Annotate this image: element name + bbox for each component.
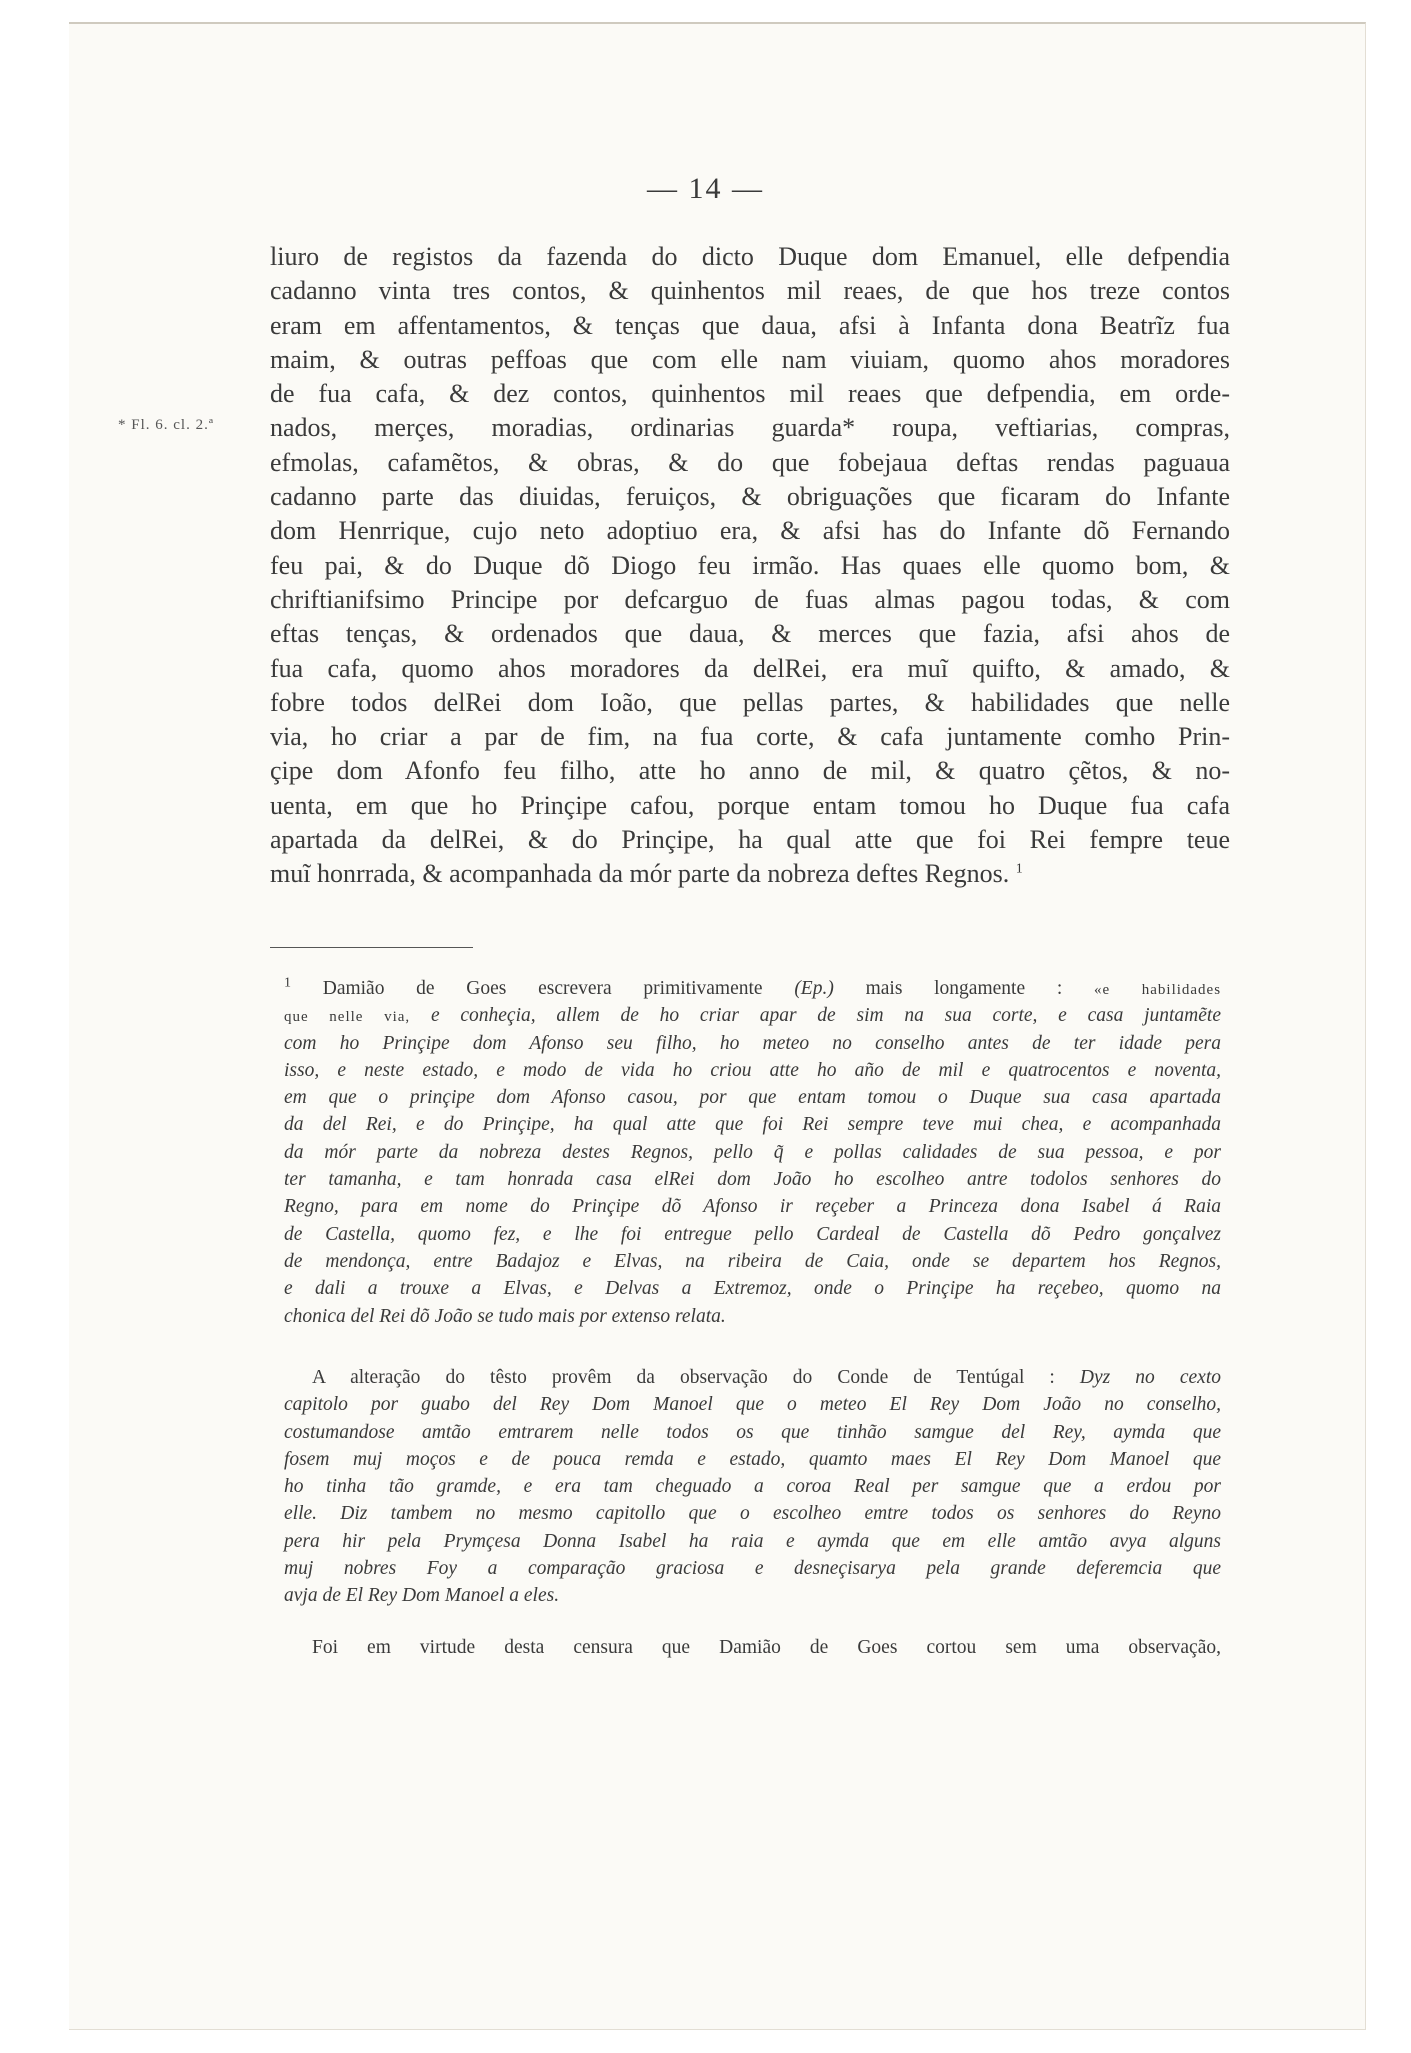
- footnote-para2-line: muj nobres Foy a comparação graciosa e desneçisarya pela grande deferemcia que: [284, 1558, 1221, 1580]
- main-text-line: eftas tenças, & ordenados que daua, & merces que fazia, afsi ahos de: [270, 619, 1230, 649]
- main-text-line: uenta, em que ho Prinçipe cafou, porque entam tomou ho Duque fua cafa: [270, 790, 1230, 820]
- footnote-quote-line: de mendonça, entre Badajoz e Elvas, na ribeira de Caia, onde se departem hos Regnos,: [284, 1250, 1221, 1272]
- footnote-quote-first: e conheçia, allem de ho criar apar de sim na sua corte, e casa juntamẽte: [430, 1005, 1221, 1027]
- footnote-paragraph-2: [284, 1364, 1221, 1610]
- footnote-para2-line: costumandose amtão emtrarem nelle todos os que tinhão samgue del Rey, aymda que: [284, 1421, 1221, 1443]
- footnote-para2-intro: A alteração do têsto provêm da observação do Conde de Tentúgal :: [312, 1367, 1055, 1388]
- footnote-quote-line: isso, e neste estado, e modo de vida ho criou atte ho año de mil e quatrocentos e noventa,: [284, 1059, 1221, 1081]
- main-text-line: via, ho criar a par de fim, na fua corte, & cafa juntamente comho Prin-: [270, 722, 1230, 752]
- footnote-quote: [284, 1030, 1221, 1330]
- footnote-reference: 1: [1015, 861, 1023, 877]
- footnote-para2-line: ho tinha tão gramde, e era tam cheguado a coroa Real per samgue que a erdou por: [284, 1476, 1221, 1498]
- footnote-quote-line: da del Rei, e do Prinçipe, ha qual atte que foi Rei sempre teve mui chea, e acompanhada: [284, 1114, 1221, 1136]
- footnote-intro-end: mais longamente :: [865, 978, 1063, 999]
- footnote-para2-line: capitolo por guabo del Rey Dom Manoel que o meteo El Rey Dom João no conselho,: [284, 1394, 1221, 1416]
- main-text-line: dom Henrrique, cujo neto adoptiuo era, & afsi has do Infante dõ Fernando: [270, 516, 1230, 546]
- footnote-marker: 1: [284, 975, 291, 991]
- main-text-line-content: muĩ honrrada, & acompanhada da mór parte da nobreza deftes Regnos.: [270, 859, 1010, 889]
- footnote-line: [284, 1002, 1221, 1029]
- footnote-quote-line: com ho Prinçipe dom Afonso seu filho, ho meteo no conselho antes de ter idade pera: [284, 1032, 1221, 1054]
- footnote-ep: (Ep.): [794, 978, 834, 999]
- footnote-paragraph-3: [284, 1634, 1221, 1661]
- footnote-quote-open: «e habilidades: [1093, 982, 1222, 998]
- main-text-line: fobre todos delRei dom Ioão, que pellas partes, & habilidades que nelle: [270, 687, 1230, 717]
- main-text-line: chriftianifsimo Principe por defcarguo de fuas almas pagou todas, & com: [270, 584, 1230, 614]
- footnote-para2-line: pera hir pela Prymçesa Donna Isabel ha raia e aymda que em elle amtão avya alguns: [284, 1530, 1221, 1552]
- main-text-line: cadanno vinta tres contos, & quinhentos mil reaes, de que hos treze contos: [270, 276, 1230, 306]
- main-text-line: eram em affentamentos, & tenças que daua, afsi à Infanta dona Beatrĩz fua: [270, 310, 1230, 340]
- footnote-block: [284, 975, 1221, 1330]
- footnote-quote-line: da mór parte da nobreza destes Regnos, pello q̃ e pollas calidades de sua pessoa, e por: [284, 1141, 1221, 1163]
- footnote-separator: [270, 947, 473, 948]
- footnote-line: [284, 1364, 1221, 1391]
- main-text: [270, 240, 1230, 892]
- footnote-quote-line: Regno, para em nome do Prinçipe dõ Afonso ir reçeber a Princeza dona Isabel á Raia: [284, 1196, 1221, 1218]
- main-text-line: apartada da delRei, & do Prinçipe, ha qual atte que foi Rei fempre teue: [270, 825, 1230, 855]
- main-text-line: [270, 857, 1230, 891]
- page-number: — 14 —: [647, 172, 764, 205]
- margin-note: * Fl. 6. cl. 2.ª: [118, 417, 214, 433]
- main-text-line: de fua cafa, & dez contos, quinhentos mil reaes que defpendia, em orde-: [270, 379, 1230, 409]
- footnote-quote-smallcaps: que nelle via,: [284, 1009, 411, 1026]
- main-text-line: efmolas, cafamẽtos, & obras, & do que fobejaua deftas rendas paguaua: [270, 447, 1230, 477]
- footnote-quote-line: ter tamanha, e tam honrada casa elRei dom João ho escolheo antre todolos senhores do: [284, 1169, 1221, 1191]
- footnote-quote-line: e dali a trouxe a Elvas, e Delvas a Extremoz, onde o Prinçipe ha reçebeo, quomo na: [284, 1278, 1221, 1300]
- footnote-line: [284, 975, 1221, 1002]
- footnote-line: Foi em virtude desta censura que Damião de Goes cortou sem uma observação,: [312, 1637, 1221, 1658]
- footnote-para2-line: elle. Diz tambem no mesmo capitollo que o escolheo emtre todos os senhores do Reyno: [284, 1503, 1221, 1525]
- footnote-quote-line: de Castella, quomo fez, e lhe foi entregue pello Cardeal de Castella dõ Pedro gonçalvez: [284, 1223, 1221, 1245]
- footnote-para2-italic: Dyz no cexto: [1079, 1367, 1221, 1388]
- footnote-para2-line: avja de El Rey Dom Manoel a eles.: [284, 1585, 560, 1607]
- main-text-line: cadanno parte das diuidas, feruiços, & obriguações que ficaram do Infante: [270, 482, 1230, 512]
- footnote-para2-line: fosem muj moços e de pouca remda e estado, quamto maes El Rey Dom Manoel que: [284, 1448, 1221, 1470]
- footnote-para2-quote: [284, 1391, 1221, 1609]
- main-text-line: nados, merçes, moradias, ordinarias guarda* roupa, veftiarias, compras,: [270, 413, 1230, 443]
- footnote-quote-line: chonica del Rei dõ João se tudo mais por extenso relata.: [284, 1305, 726, 1327]
- main-text-line: feu pai, & do Duque dõ Diogo feu irmão. Has quaes elle quomo bom, &: [270, 550, 1230, 580]
- main-text-line: fua cafa, quomo ahos moradores da delRei, era muĩ quifto, & amado, &: [270, 653, 1230, 683]
- main-text-line: liuro de registos da fazenda do dicto Duque dom Emanuel, elle defpendia: [270, 242, 1230, 271]
- footnote-quote-line: em que o prinçipe dom Afonso casou, por que entam tomou o Duque sua casa apartada: [284, 1087, 1221, 1109]
- main-text-line: maim, & outras peffoas que com elle nam viuiam, quomo ahos moradores: [270, 344, 1230, 374]
- footnote-intro: Damião de Goes escrevera primitivamente: [322, 978, 763, 999]
- main-text-line: çipe dom Afonfo feu filho, atte ho anno de mil, & quatro çẽtos, & no-: [270, 756, 1230, 786]
